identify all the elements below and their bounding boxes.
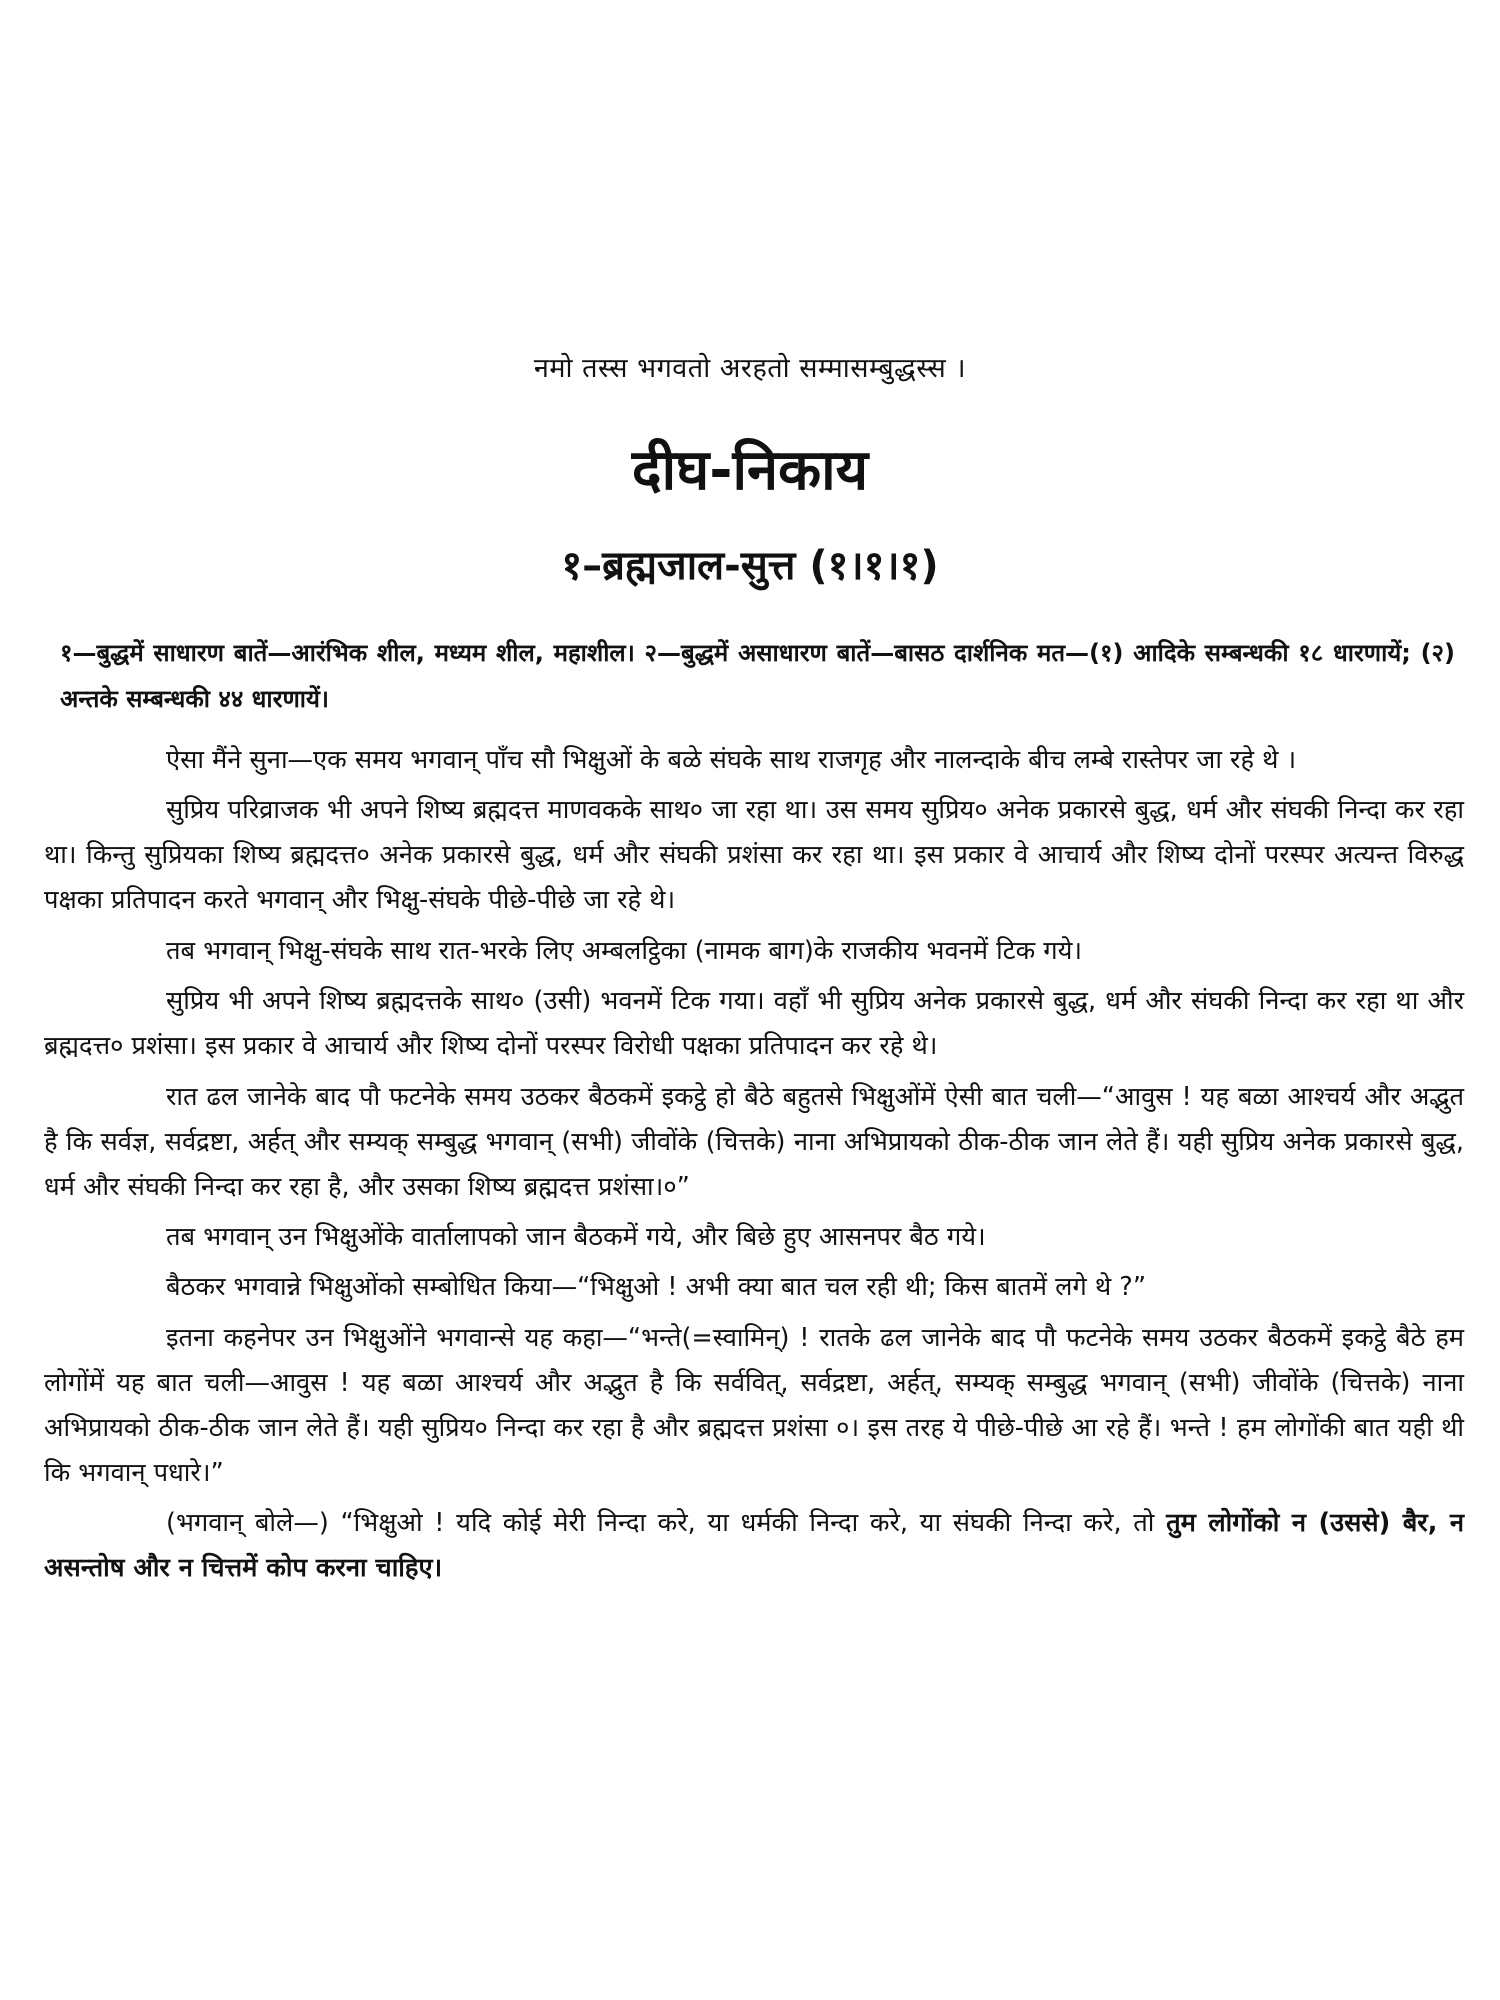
paragraph: तब भगवान् भिक्षु-संघके साथ रात-भरके लिए अम्बलट्ठिका (नामक बाग)के राजकीय भवनमें टिक गये। (166, 935, 1083, 966)
paragraph: सुप्रिय भी अपने शिष्य ब्रह्मदत्तके साथ० (उसी) भवनमें टिक गया। वहाँ भी सुप्रिय अनेक प्रकारसे बुद्ध, धर्म और संघकी निन्दा कर रहा था और ब्रह्मदत्त० प्रशंसा। इस प्रकार वे आचार्य और शिष्य दोनों परस्पर विरोधी पक्षका प्रतिपादन कर रहे थे। (44, 986, 1464, 1062)
invocation-line: नमो तस्स भगवतो अरहतो सम्मासम्बुद्धस्स । (533, 353, 967, 384)
paragraph: ऐसा मैंने सुना—एक समय भगवान् पाँच सौ भिक्षुओं के बळे संघके साथ राजगृह और नालन्दाके बीच लम्बे रास्तेपर जा रहे थे । (166, 745, 1297, 775)
emphasized-text: तुम लोगोंको न (उससे) बैर, न असन्तोष और न चित्तमें कोप करना चाहिए। (44, 1508, 1464, 1584)
paragraph: सुप्रिय परिव्राजक भी अपने शिष्य ब्रह्मदत्त माणवकके साथ० जा रहा था। उस समय सुप्रिय० अनेक प्रकारसे बुद्ध, धर्म और संघकी निन्दा कर रहा था। किन्तु सुप्रियका शिष्य ब्रह्मदत्त० अनेक प्रकारसे बुद्ध, धर्म और संघकी प्रशंसा कर रहा था। इस प्रकार वे आचार्य और शिष्य दोनों परस्पर अत्यन्त विरुद्ध पक्षका प्रतिपादन करते भगवान् और भिक्षु-संघके पीछे-पीछे जा रहे थे। (44, 795, 1464, 916)
paragraph: बैठकर भगवान्ने भिक्षुओंको सम्बोधित किया—“भिक्षुओ ! अभी क्या बात चल रही थी; किस बातमें लगे थे ?” (166, 1272, 1147, 1303)
paragraph-text: (भगवान् बोले—) “भिक्षुओ ! यदि कोई मेरी निन्दा करे, या धर्मकी निन्दा करे, या संघकी निन्दा करे, तो (166, 1508, 1167, 1539)
page-title: दीघ-निकाय (631, 438, 869, 503)
paragraph-last (44, 1501, 1464, 1591)
paragraph: इतना कहनेपर उन भिक्षुओंने भगवान्से यह कहा—“भन्ते(=स्वामिन्) ! रातके ढल जानेके बाद पौ फटनेके समय उठकर बैठकमें इकट्ठे बैठे हम लोगोंमें यह बात चली—आवुस ! यह बळा आश्चर्य और अद्भुत है कि सर्ववित्, सर्वद्रष्टा, अर्हत्, सम्यक् सम्बुद्ध भगवान् (सभी) जीवोंके (चित्तके) नाना अभिप्रायको ठीक-ठीक जान लेते हैं। यही सुप्रिय० निन्दा कर रहा है और ब्रह्मदत्त प्रशंसा ०। इस तरह ये पीछे-पीछे आ रहे हैं। भन्ते ! हम लोगोंकी बात यही थी कि भगवान् पधारे।” (44, 1322, 1464, 1488)
section-subtitle: १–ब्रह्मजाल-सुत्त (१।१।१) (561, 543, 939, 589)
paragraph: तब भगवान् उन भिक्षुओंके वार्तालापको जान बैठकमें गये, और बिछे हुए आसनपर बैठ गये। (166, 1221, 986, 1252)
section-summary: १—बुद्धमें साधारण बातें—आरंभिक शील, मध्यम शील, महाशील। २—बुद्धमें असाधारण बातें—बासठ दार्शनिक मत—(१) आदिके सम्बन्धकी १८ धारणायें; (२) अन्तके सम्बन्धकी ४४ धारणायें। (60, 639, 1455, 713)
paragraph: रात ढल जानेके बाद पौ फटनेके समय उठकर बैठकमें इकट्ठे हो बैठे बहुतसे भिक्षुओंमें ऐसी बात चली—“आवुस ! यह बळा आश्चर्य और अद्भुत है कि सर्वज्ञ, सर्वद्रष्टा, अर्हत् और सम्यक् सम्बुद्ध भगवान् (सभी) जीवोंके (चित्तके) नाना अभिप्रायको ठीक-ठीक जान लेते हैं। यही सुप्रिय अनेक प्रकारसे बुद्ध, धर्म और संघकी निन्दा कर रहा है, और उसका शिष्य ब्रह्मदत्त प्रशंसा।०” (44, 1081, 1464, 1202)
body-text (44, 738, 1464, 1597)
document-page (40, 0, 1464, 2000)
